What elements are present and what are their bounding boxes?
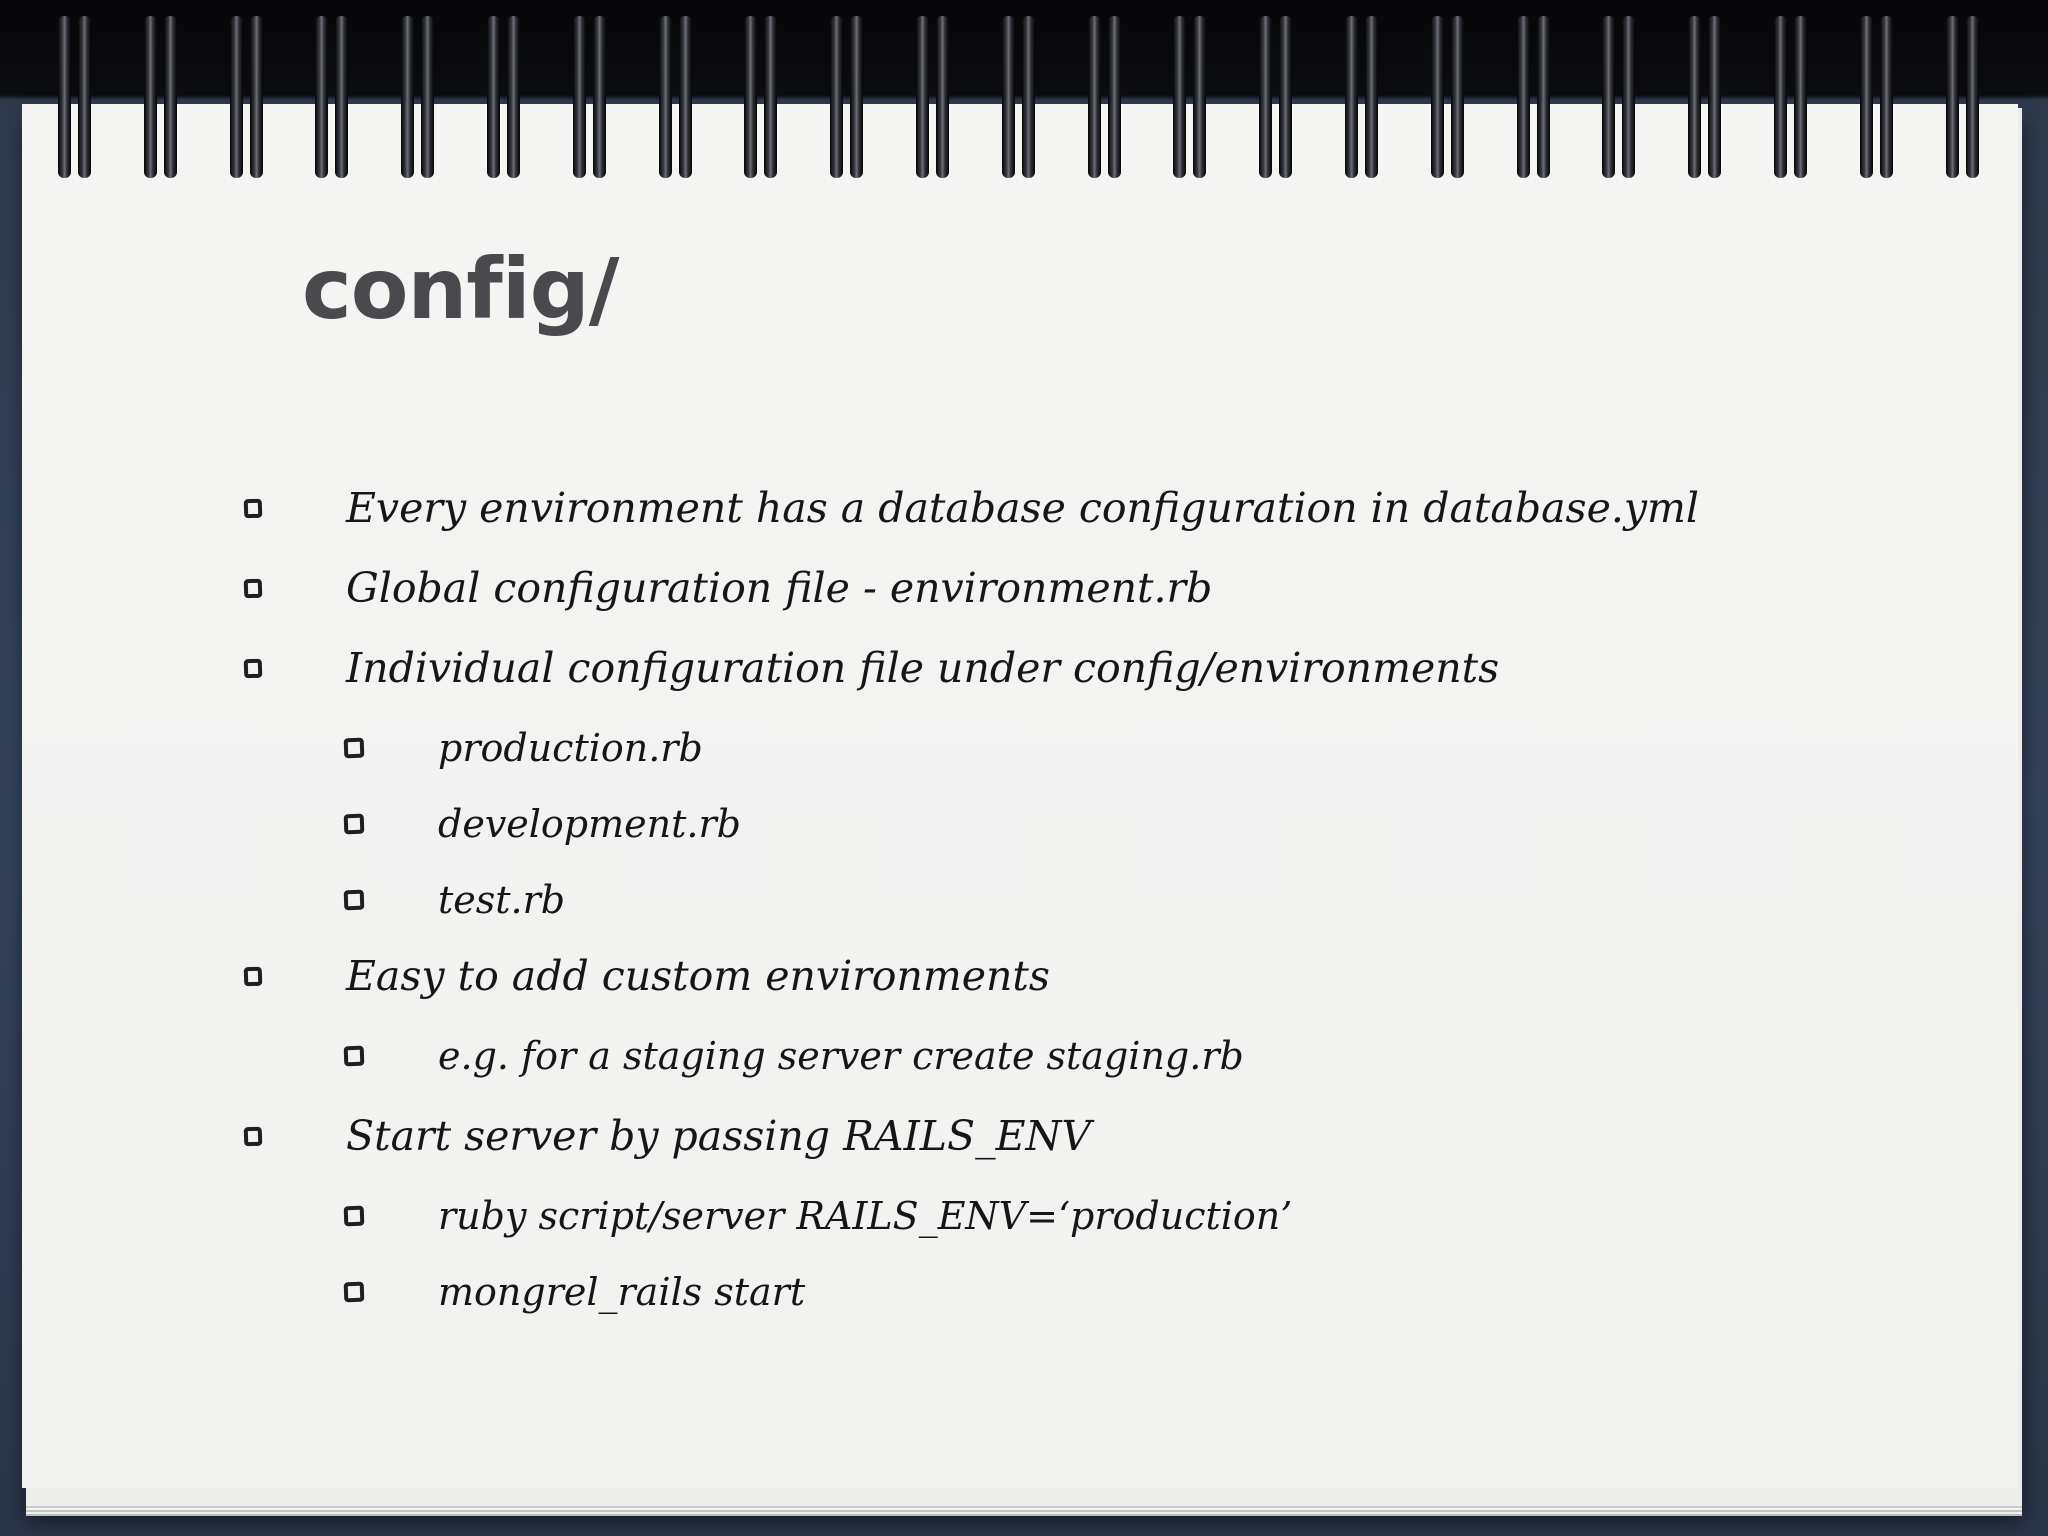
- checkbox-bullet-icon: [244, 578, 263, 598]
- bullet-item: [244, 1106, 1091, 1166]
- checkbox-bullet-icon: [244, 498, 263, 518]
- checkbox-bullet-icon: [344, 814, 365, 835]
- bullet-text: Global configuration file - environment.rb: [346, 564, 1213, 612]
- sub-bullet-item: [344, 1026, 1244, 1086]
- sub-bullet-item: [344, 718, 703, 778]
- slide-title: config/: [302, 240, 619, 338]
- sub-bullet-item: [344, 1186, 1292, 1246]
- checkbox-bullet-icon: [344, 1206, 365, 1227]
- checkbox-bullet-icon: [244, 966, 263, 986]
- checkbox-bullet-icon: [244, 1126, 263, 1146]
- bullet-item: [244, 558, 1212, 618]
- bullet-text: Every environment has a database configuration in database.yml: [346, 484, 1700, 532]
- bullet-text: mongrel_rails start: [438, 1270, 806, 1314]
- sub-bullet-item: [344, 1262, 805, 1322]
- bullet-text: Start server by passing RAILS_ENV: [346, 1112, 1091, 1160]
- bullet-text: test.rb: [438, 878, 566, 922]
- bullet-item: [244, 638, 1499, 698]
- checkbox-bullet-icon: [244, 658, 263, 678]
- bullet-text: ruby script/server RAILS_ENV=‘production’: [438, 1194, 1293, 1238]
- bullet-text: Individual configuration file under config/environments: [346, 644, 1500, 692]
- sub-bullet-item: [344, 870, 565, 930]
- bullet-text: development.rb: [438, 802, 741, 846]
- checkbox-bullet-icon: [344, 1046, 365, 1067]
- bullet-text: production.rb: [438, 726, 703, 770]
- sub-bullet-item: [344, 794, 741, 854]
- checkbox-bullet-icon: [344, 738, 365, 759]
- checkbox-bullet-icon: [344, 1282, 365, 1303]
- bullet-text: e.g. for a staging server create staging.rb: [438, 1034, 1244, 1078]
- bullet-item: [244, 946, 1050, 1006]
- bullet-item: [244, 478, 1699, 538]
- checkbox-bullet-icon: [344, 890, 365, 911]
- bullet-text: Easy to add custom environments: [346, 952, 1050, 1000]
